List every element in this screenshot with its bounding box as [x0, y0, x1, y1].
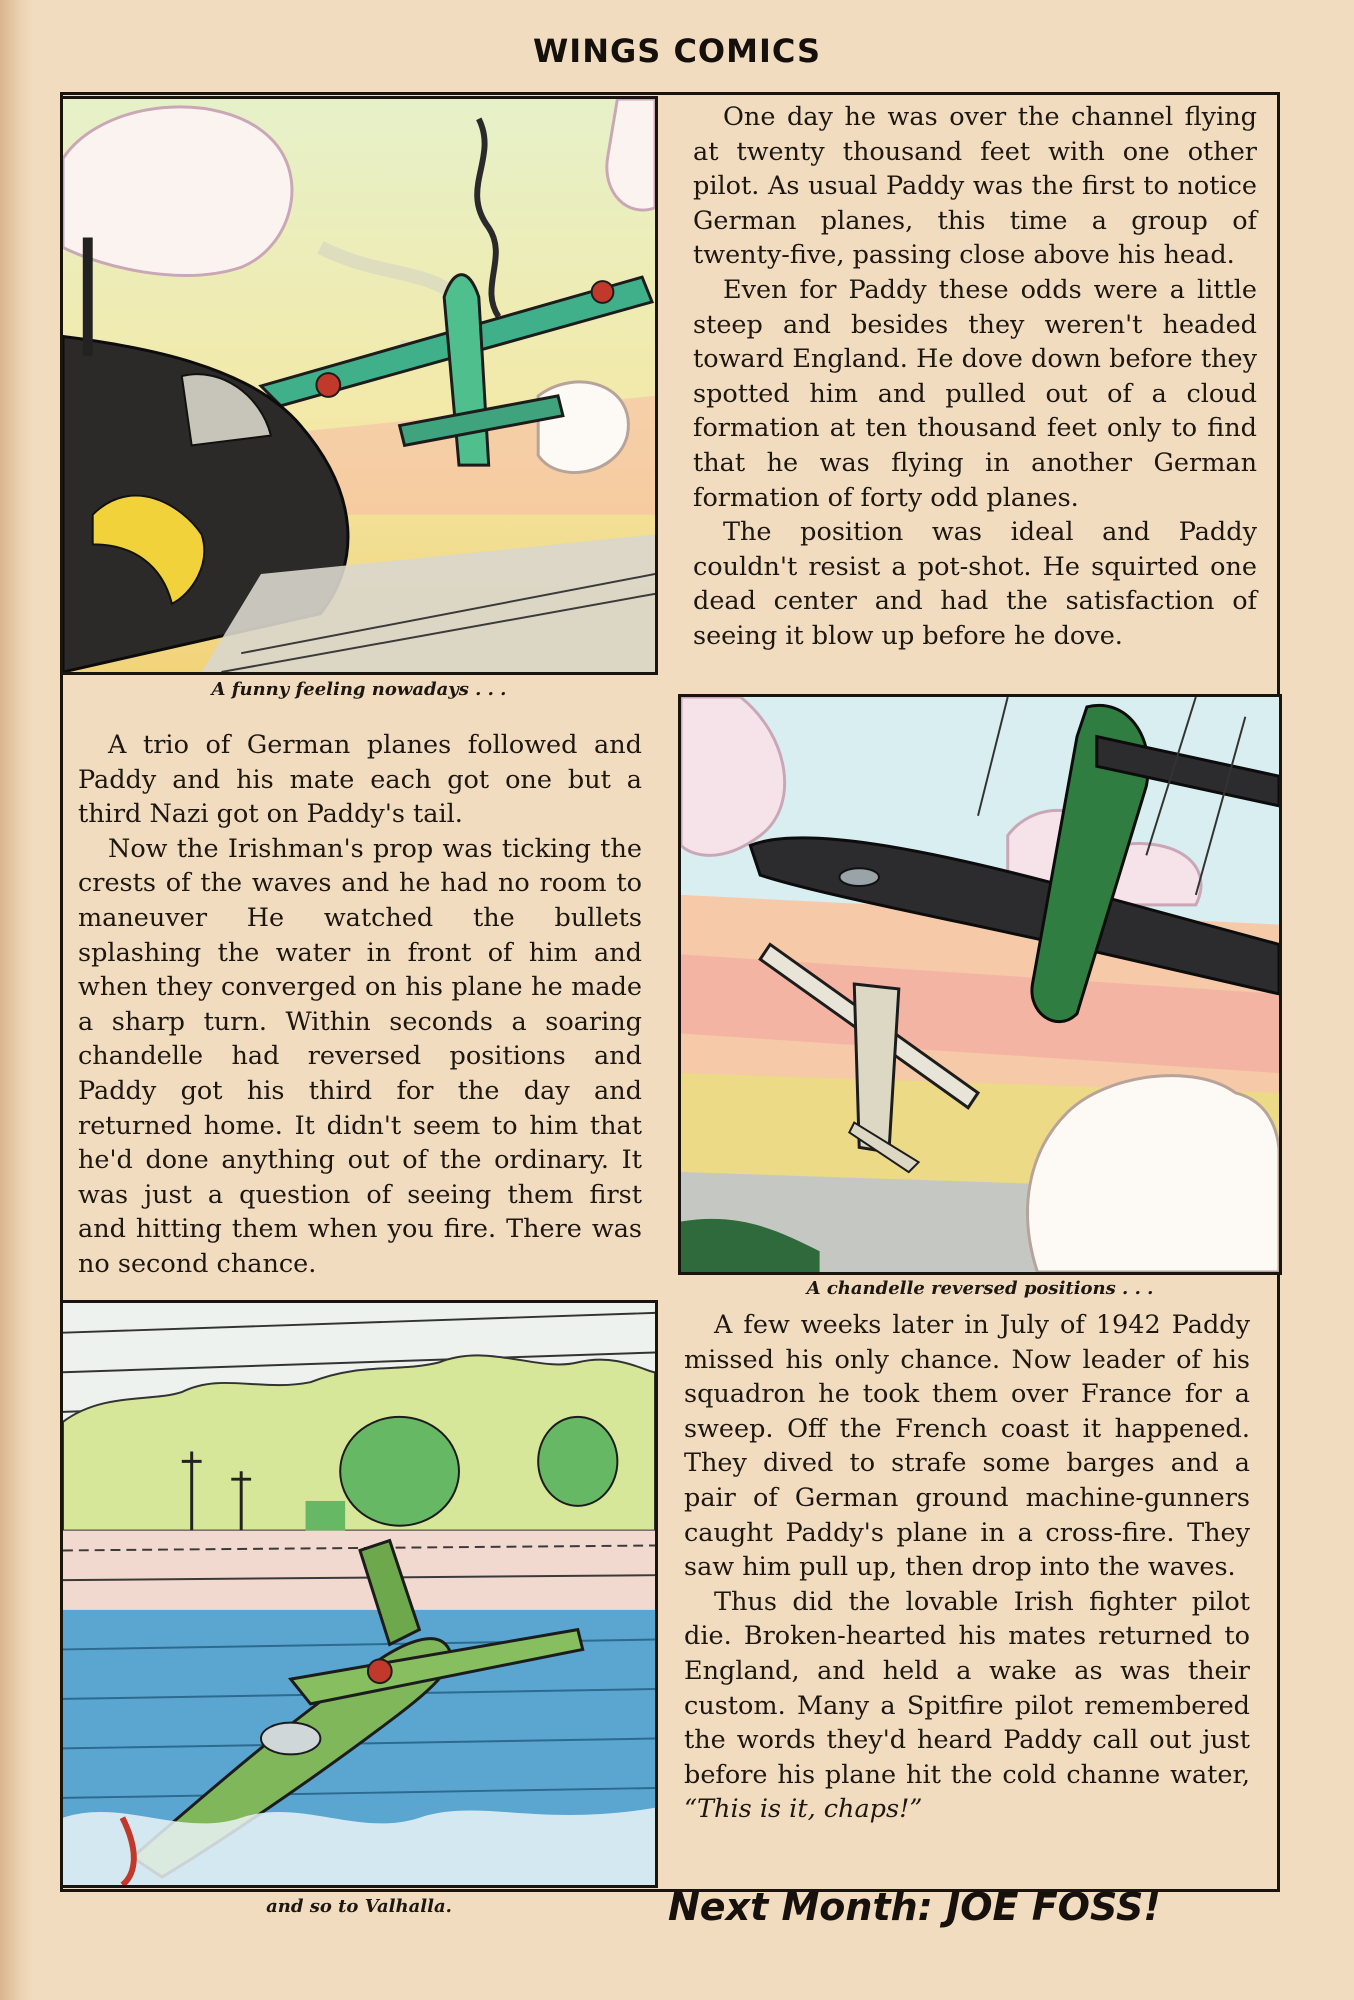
story-paragraph: A trio of German planes followed and Paddy and his mate each got one but a third Nazi got on Paddy's tail. — [78, 730, 642, 830]
story-text-block-2 — [78, 728, 642, 1288]
quote-text: “This is it, chaps!” — [684, 1794, 923, 1825]
story-text-block-3 — [684, 1308, 1250, 1888]
story-text-block-1 — [693, 100, 1257, 690]
story-paragraph: Now the Irishman's prop was ticking the crests of the waves and he had no room to maneuver He watched the bullets splashing the water in front of him and when they converged on his plane he made a sharp turn. Within seconds a soaring chandelle had reversed positions and Paddy got his third for the day and returned home. It didn't seem to him that he'd done anything out of the ordinary. It was just a question of seeing them first and hitting them when you fire. There was no second chance. — [78, 833, 642, 1279]
page-title: WINGS COMICS — [533, 32, 821, 70]
paper-edge — [0, 0, 34, 2000]
story-paragraph: One day he was over the channel flying at twenty thousand feet with one other pilot. As usual Paddy was the first to notice German planes, this time a group of twenty-five, passing close above his head. — [693, 102, 1257, 271]
panel-1-illustration — [60, 96, 658, 675]
panel-2-caption: A chandelle reversed positions . . . — [806, 1278, 1154, 1299]
next-month-teaser: Next Month: JOE FOSS! — [668, 1885, 1161, 1929]
story-paragraph: Even for Paddy these odds were a little steep and besides they weren't headed toward England. He dove down before they spotted him and pulled out of a cloud formation at ten thousand feet only to find that he was flying in another German formation of forty odd planes. — [693, 274, 1257, 513]
panel-3-caption: and so to Valhalla. — [266, 1896, 452, 1917]
panel-1-caption: A funny feeling nowadays . . . — [211, 679, 507, 700]
panel-3-illustration — [60, 1300, 658, 1888]
story-paragraph — [684, 1585, 1250, 1827]
closing-text: Thus did the lovable Irish fighter pilot die. Broken-hearted his mates returned to England, and held a wake as was their custom. Many a Spitfire pilot remembered the words they'd heard Paddy call out just before his plane hit the cold channe water, — [684, 1586, 1250, 1790]
story-paragraph: A few weeks later in July of 1942 Paddy missed his only chance. Now leader of his squadron he took them over France for a sweep. Off the French coast it happened. They dived to strafe some barges and a pair of German ground machine-gunners caught Paddy's plane in a cross-fire. They saw him pull up, then drop into the waves. — [684, 1310, 1250, 1583]
panel-2-illustration — [678, 694, 1282, 1275]
story-paragraph: The position was ideal and Paddy couldn't resist a pot-shot. He squirted one dead center and had the satisfaction of seeing it blow up before he dove. — [693, 517, 1257, 651]
